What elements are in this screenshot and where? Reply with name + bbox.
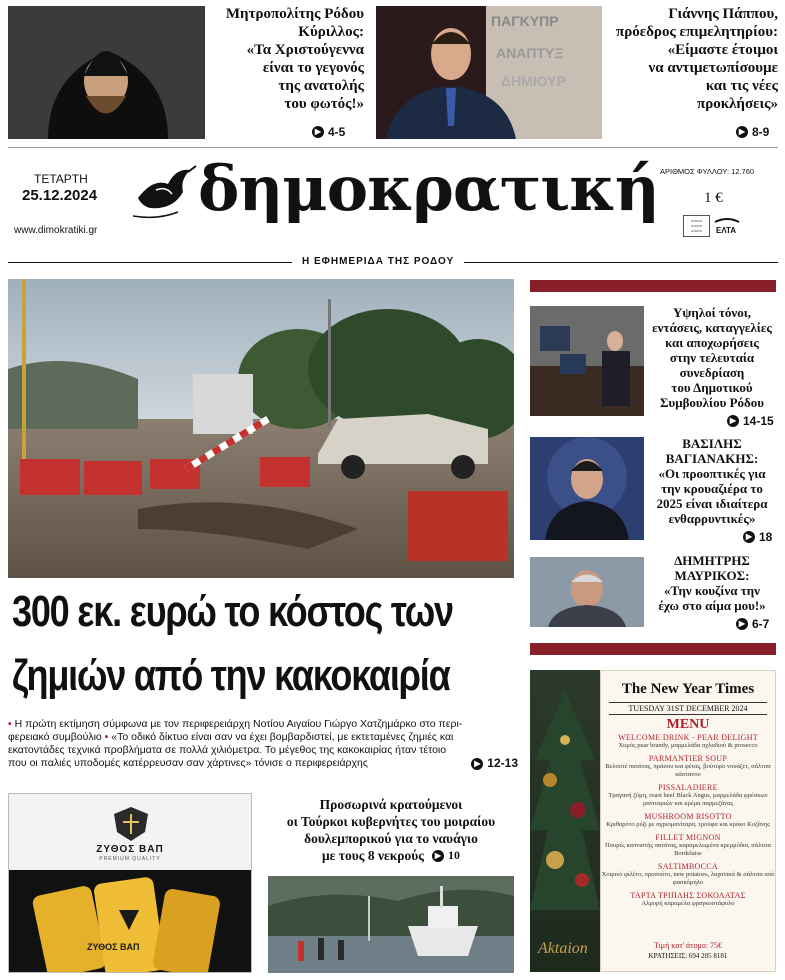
aktaion-logo: Aktaion [538, 940, 588, 957]
story-line: ΜΑΥΡΙΚΟΣ: [674, 568, 750, 583]
christmas-tree-icon [530, 670, 600, 972]
page-ref[interactable] [743, 530, 772, 544]
story-line: Συμβουλίου Ρόδου [659, 395, 765, 410]
arrow-right-icon: ▶ [727, 415, 739, 427]
story-line: Υψηλοί τόνοι, [673, 305, 751, 320]
section-bar [530, 280, 776, 292]
weekday: ΤΕΤΑΡΤΗ [34, 172, 88, 186]
story-line: ΒΑΓΙΑΝΑΚΗΣ: [665, 451, 759, 466]
teaser-line: να αντιμετωπίσουμε [648, 60, 778, 76]
price: 1 € [704, 190, 723, 206]
menu-item: FILLET MIGNON Πουρές καπνιστής πατάτας, καραμελωμένα κρεμμύδια, σάλτσα Bordelaise [605, 833, 771, 857]
teaser-line: της ανατολής [278, 78, 364, 94]
arrow-right-icon: ▶ [736, 618, 748, 630]
lead-text: εκατοντάδες τεχνικά προβλήματα σε πολλά χιλιόμετρα. Το μέγεθος της κακοκαιρίας ήταν τέτοιο [8, 744, 447, 756]
beer-brand: ΖΥΘΟΣ ΒΑΠ [96, 844, 164, 855]
lead-paragraph: • Η πρώτη εκτίμηση σύμφωνα με τον περιφερειάρχη Νοτίου Αιγαίου Γιώργο Χατζημάρκο στο περι- φερειακό συμβούλιο • «Το οδικό δίκτυο είναι σαν να έχει βομβαρδιστεί, με εκτεταμένες ζημιές και εκατοντάδες τεχνικά προβλήματα σε πολλά χιλιόμετρα. Το μέγεθος της κακοκαιρίας ήταν τέτοιο που οι παλιές υποδομές κατέρρευσαν σαν χάρτινες» τόνισε ο περιφερειάρχης ▶ 12-13 [8, 718, 518, 770]
turkey-story[interactable] [268, 796, 514, 864]
issue-date: 25.12.2024 [22, 187, 98, 204]
story-line: «Οι προοπτικές για [658, 466, 766, 481]
page-ref[interactable] [432, 847, 460, 864]
svg-text:ΔΗΜΙΟΥΡ: ΔΗΜΙΟΥΡ [501, 73, 566, 89]
page-number: 10 [447, 848, 460, 862]
flood-scene-icon [8, 279, 514, 578]
page-number: 18 [759, 530, 773, 544]
story-line: συνεδρίαση [679, 365, 745, 380]
christmas-tree-image [530, 670, 600, 972]
menu-reservations: ΚΡΑΤΗΣΕΙΣ: 694 205 8181 [648, 952, 728, 960]
vagianakis-story[interactable] [648, 436, 776, 526]
beer-sub: PREMIUM QUALITY [99, 856, 161, 862]
pappou-photo [376, 6, 602, 139]
metropolitan-portrait-icon [8, 6, 205, 139]
issue-number: ΑΡΙΘΜΟΣ ΦΥΛΛΟΥ: 12.760 [660, 167, 755, 176]
page-number: 14-15 [743, 414, 774, 428]
menu-heading: MENU [666, 717, 710, 732]
teaser-line: του φωτός!» [284, 96, 364, 112]
lead-text: «Το οδικό δίκτυο είναι σαν να έχει βομβαρδιστεί, με εκτεταμένες ζημιές και [111, 731, 454, 743]
menu-ad-date: TUESDAY 31ST DECEMBER 2024 [609, 702, 767, 715]
elta-logo [713, 216, 743, 236]
teaser-line: πρόεδρος επιμελητηρίου: [615, 24, 778, 40]
story-line: εντάσεις, καταγγελίες [652, 320, 772, 335]
teaser-line: Γιάννης Πάππου, [668, 6, 778, 22]
main-headline[interactable]: 300 εκ. ευρώ το κόστος των [12, 587, 453, 636]
metropolitan-teaser[interactable] [210, 5, 364, 113]
story-line: ΔΗΜΗΤΡΗΣ [674, 553, 750, 568]
harbour-photo [268, 876, 514, 973]
story-line: δουλεμπορικού για το ναυάγιο [304, 831, 478, 846]
beer-can-icon [9, 870, 252, 973]
main-headline-line2[interactable]: ζημιών από την κακοκαιρία [12, 651, 450, 700]
arrow-right-icon: ▶ [736, 126, 748, 138]
council-story[interactable] [648, 305, 776, 410]
flood-photo [8, 279, 514, 578]
arrow-right-icon: ▶ [312, 126, 324, 138]
dove-logo-icon [128, 158, 198, 228]
page-ref[interactable] [736, 617, 769, 631]
teaser-line: «Είμαστε έτοιμοι [667, 42, 778, 58]
menu-ad [600, 670, 776, 972]
website-link[interactable]: www.dimokratiki.gr [14, 225, 98, 236]
vagianakis-photo [530, 437, 644, 540]
page-ref[interactable] [312, 125, 345, 139]
teaser-line: και τις νέες [705, 78, 778, 94]
beer-cans-image [9, 870, 252, 973]
council-meeting-icon [530, 306, 644, 416]
story-line: ΒΑΣΙΛΗΣ [682, 436, 742, 451]
lead-text: Η πρώτη εκτίμηση σύμφωνα με τον περιφερειάρχη Νοτίου Αιγαίου Γιώργο Χατζημάρκο στο περι- [14, 718, 463, 730]
mavrikos-portrait-icon [530, 557, 644, 627]
arrow-right-icon: ▶ [743, 531, 755, 543]
pappou-teaser[interactable] [606, 5, 778, 113]
page-ref[interactable] [471, 757, 518, 770]
story-line: του Δημοτικού [671, 380, 753, 395]
story-line: στην τελευταία [669, 350, 755, 365]
lead-text: φερειακό συμβούλιο [8, 731, 102, 743]
vap-crest-icon [112, 806, 150, 842]
elta-text: ΕΛΤΑ [716, 226, 737, 235]
mavrikos-photo [530, 557, 644, 627]
can-label: ΖΥΘΟΣ ΒΑΠ [87, 942, 140, 952]
council-photo [530, 306, 644, 416]
pappou-portrait-icon [376, 6, 602, 139]
story-line: οι Τούρκοι κυβερνήτες του μοιραίου [286, 814, 496, 829]
page-number: 12-13 [487, 756, 518, 770]
menu-item: PARMANTIER SOUP Βελουτέ πατάτας, πράσου και φέτας, βούτυρο νουάζετ, σάλτσα κάστανου [605, 754, 771, 778]
teaser-line: Κύριλλος: [298, 24, 364, 40]
menu-item: MUSHROOM RISOTTO Κριθαρότο ρύζι με αγριομανίταρα, τρούφα και κρόκο Κοζάνης [606, 812, 770, 828]
beer-ad [8, 793, 252, 973]
teaser-line: προκλήσεις» [696, 96, 778, 112]
story-line: την κρουαζιέρα το [661, 481, 763, 496]
page-number: 6-7 [752, 617, 770, 631]
teaser-line: Μητροπολίτης Ρόδου [225, 6, 364, 22]
page-ref[interactable] [727, 414, 774, 428]
divider [8, 147, 778, 148]
story-line: με τους 8 νεκρούς [322, 848, 424, 863]
menu-item: WELCOME DRINK - PEAR DELIGHT Χυμός pear brandy, μαρμελάδα αχλαδιού & prosecco [618, 733, 758, 749]
vagianakis-portrait-icon [530, 437, 644, 540]
section-bar [530, 643, 776, 655]
lead-text: που οι παλιές υποδομές κατέρρευσαν σαν χάρτινες» τόνισε ο περιφερειάρχης [8, 757, 368, 769]
story-line: «Την κουζίνα την [664, 583, 760, 598]
menu-item: ΤΑΡΤΑ ΤΡΙΠΛΗΣ ΣΟΚΟΛΑΤΑΣ Αλμυρή καραμέλα φραγκοστάφυλο [630, 891, 746, 907]
harbour-boats-icon [268, 876, 514, 973]
menu-item: SALTIMBOCCA Χοιρινό φιλέτο, προσούτο, new potatoes, λαχανικά & σάλτσα από φασκόμηλο [601, 862, 775, 886]
menu-price: Τιμή κατ' άτομο: 75€ [654, 941, 722, 950]
elta-logo-icon [713, 216, 743, 236]
teaser-line: «Τα Χριστούγεννα [246, 42, 364, 58]
tagline: Η ΕΦΗΜΕΡΙΔΑ ΤΗΣ ΡΟΔΟΥ [292, 256, 464, 267]
menu-ad-title: The New Year Times [621, 681, 755, 697]
story-line: 2025 είναι ιδιαίτερα [656, 496, 768, 511]
menu-item: PISSALADIERE Τραγανή ζύμη, roast beef Black Angus, μαρμελάδα φρέσκων μανιταριών και κρέμα παρμεζάνας [608, 783, 768, 807]
story-line: ενθαρρυντικές» [668, 511, 756, 526]
page-number: 8-9 [752, 125, 770, 139]
story-line: έχω στο αίμα μου!» [658, 598, 766, 613]
mavrikos-story[interactable] [648, 553, 776, 613]
svg-text:ΠΑΓΚΥΠΡ: ΠΑΓΚΥΠΡ [491, 13, 559, 29]
masthead-title: δημοκρατική [198, 152, 659, 225]
story-line: και αποχωρήσεις [665, 335, 759, 350]
arrow-right-icon: ▶ [432, 850, 444, 862]
arrow-right-icon: ▶ [471, 758, 483, 770]
metropolitan-photo [8, 6, 205, 139]
teaser-line: είναι το γεγονός [262, 60, 364, 76]
story-line: Προσωρινά κρατούμενοι [319, 797, 463, 812]
postage-badge: ▭▭▭ ▭▭▭ ▭▭▭ [683, 215, 710, 237]
svg-text:ΑΝΑΠΤΥΞ: ΑΝΑΠΤΥΞ [496, 45, 564, 61]
page-number: 4-5 [328, 125, 346, 139]
page-ref[interactable] [736, 125, 769, 139]
